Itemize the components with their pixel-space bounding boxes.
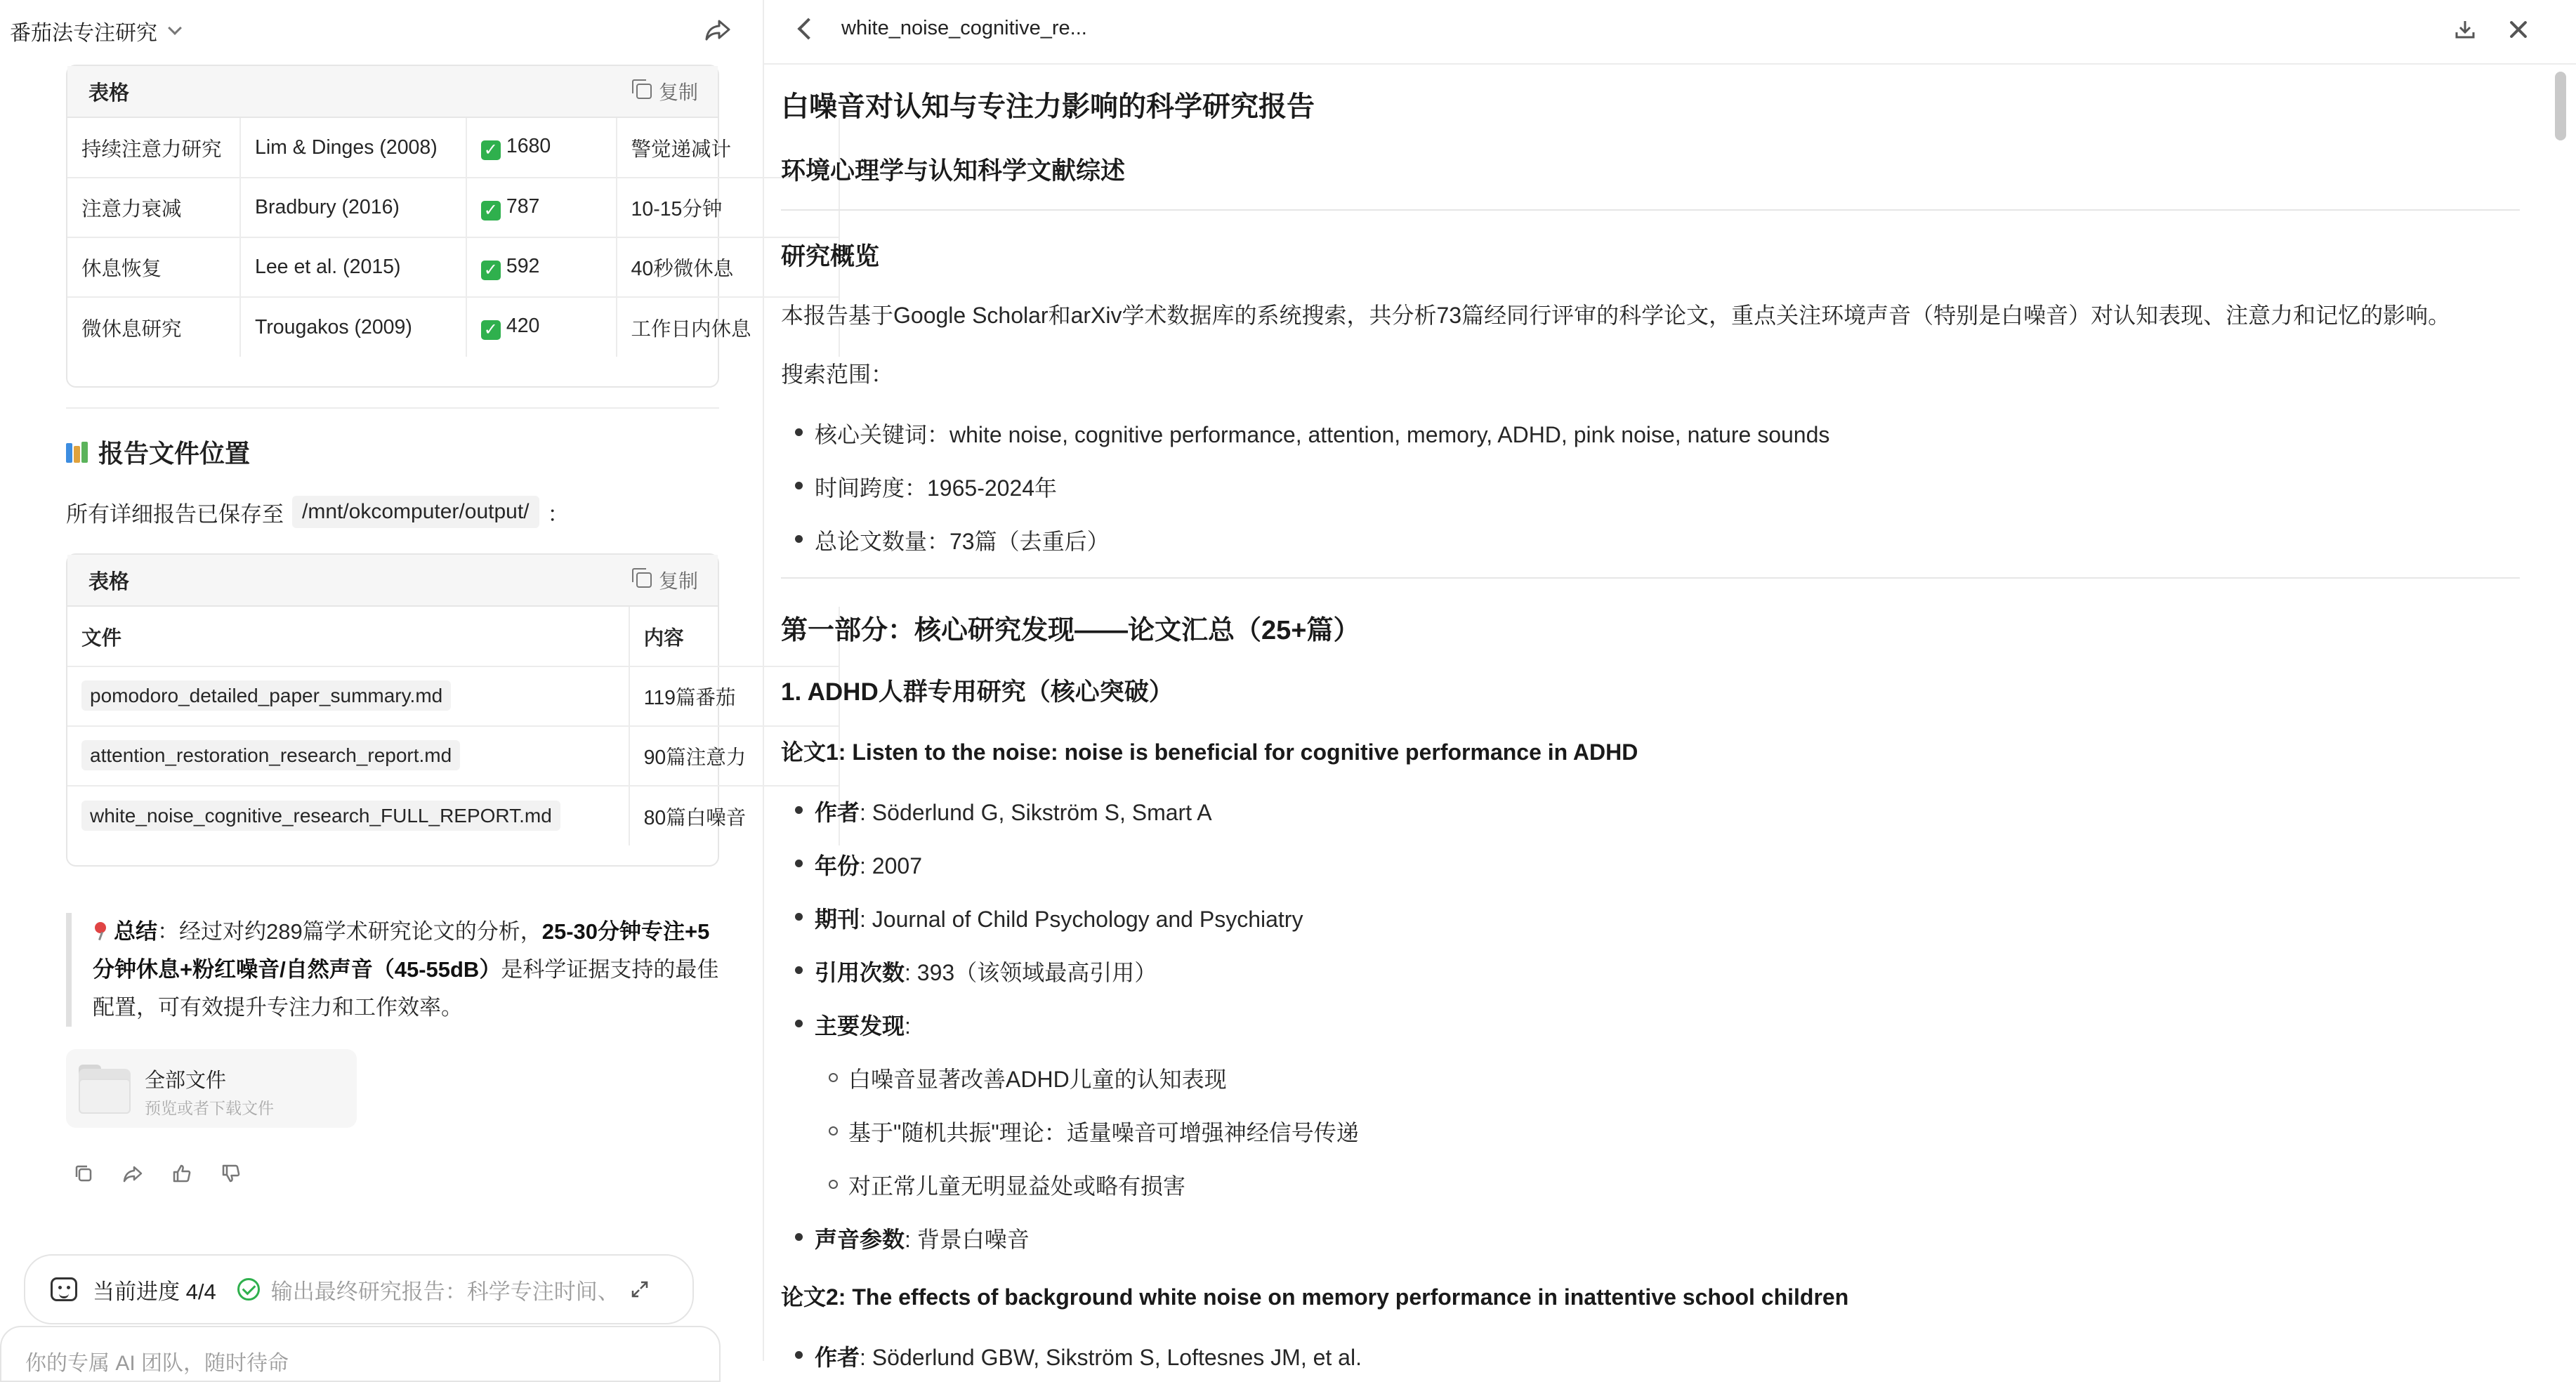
doc-title: 白噪音对认知与专注力影响的科学研究报告	[781, 91, 1315, 122]
table-cell-count: ✓ 1680	[466, 118, 617, 178]
thumbs-up-icon[interactable]	[171, 1163, 192, 1184]
list-item: 期刊: Journal of Child Psychology and Psychiatry	[815, 902, 1303, 934]
share-icon[interactable]	[122, 1163, 143, 1184]
chat-pane	[0, 0, 763, 1375]
progress-bar[interactable]	[24, 1254, 694, 1324]
progress-task: 输出最终研究报告：科学专注时间、	[270, 1279, 619, 1304]
sub-list-item: 白噪音显著改善ADHD儿童的认知表现	[848, 1062, 1227, 1094]
file-name: white_noise_cognitive_re...	[841, 17, 1087, 39]
file-cell[interactable]: attention_restoration_research_report.md	[67, 726, 629, 786]
table-cell: Lim & Dinges (2008)	[240, 118, 466, 178]
copy-icon	[636, 84, 652, 99]
project-title-dropdown[interactable]	[10, 15, 180, 46]
books-icon	[66, 442, 90, 463]
list-item: 作者: Söderlund G, Sikström S, Smart A	[815, 795, 1212, 827]
folder-icon	[79, 1065, 131, 1114]
table-cell: 持续注意力研究	[67, 118, 240, 178]
check-mark-icon: ✓	[481, 261, 501, 280]
list-item: 年份: 2007	[815, 848, 922, 881]
table-cell: 40秒微休息	[617, 237, 840, 297]
summary-text: ：经过对约289篇学术研究论文的分析，	[157, 919, 542, 944]
table-header	[67, 555, 718, 607]
table-label: 表格	[88, 81, 130, 105]
table-header	[67, 66, 718, 118]
copy-icon[interactable]	[73, 1163, 94, 1184]
pushpin-icon	[93, 922, 108, 940]
table-row	[67, 666, 839, 726]
table-cell-count: ✓ 420	[466, 297, 617, 357]
close-icon[interactable]	[2506, 17, 2531, 42]
message-actions	[73, 1163, 242, 1184]
table-row	[67, 297, 839, 357]
table-row	[67, 178, 839, 237]
scope-heading: 搜索范围：	[781, 362, 894, 387]
chevron-down-icon	[168, 21, 182, 35]
copy-label: 复制	[658, 81, 698, 103]
list-item: 总论文数量：73篇（去重后）	[815, 524, 1110, 556]
table-cell: 休息恢复	[67, 237, 240, 297]
table-header-row	[67, 607, 839, 666]
table-cell: 10-15分钟	[617, 178, 840, 237]
table-row	[67, 786, 839, 845]
table-cell: Lee et al. (2015)	[240, 237, 466, 297]
output-path: /mnt/okcomputer/output/	[292, 496, 539, 528]
file-cell[interactable]: white_noise_cognitive_research_FULL_REPORT.md	[67, 786, 629, 845]
divider	[781, 209, 2520, 211]
summary-quote	[66, 913, 719, 1027]
section-heading	[66, 434, 250, 470]
table-cell: Bradbury (2016)	[240, 178, 466, 237]
files-table-card	[66, 553, 747, 867]
table-cell: 工作日内休息	[617, 297, 840, 357]
table-cell-count: ✓ 592	[466, 237, 617, 297]
research-table-card	[66, 65, 751, 388]
robot-icon	[51, 1277, 77, 1301]
chat-header	[0, 0, 763, 59]
copy-table-button[interactable]	[636, 566, 698, 594]
chat-input[interactable]	[0, 1326, 721, 1382]
saved-prefix: 所有详细报告已保存至	[66, 501, 284, 527]
progress-label: 当前进度 4/4	[93, 1279, 216, 1304]
list-item: 声音参数: 背景白噪音	[815, 1222, 1030, 1254]
document-viewer	[764, 0, 2576, 1370]
paper1-title: 论文1: Listen to the noise: noise is beneficial for cognitive performance in ADHD	[781, 739, 1638, 765]
copy-icon	[636, 572, 652, 588]
part1-heading: 第一部分：核心研究发现——论文汇总（25+篇）	[781, 616, 1360, 645]
sub-list-item: 基于"随机共振"理论：适量噪音可增强神经信号传递	[848, 1115, 1359, 1147]
list-item: 时间跨度：1965-2024年	[815, 470, 1057, 503]
files-table	[67, 607, 840, 845]
divider	[66, 407, 719, 409]
copy-label: 复制	[658, 570, 698, 592]
table-cell: 90篇注意力	[629, 726, 839, 786]
back-arrow-icon[interactable]	[797, 18, 819, 39]
table-cell: Trougakos (2009)	[240, 297, 466, 357]
check-mark-icon: ✓	[481, 140, 501, 160]
table-cell: 警觉递减计	[617, 118, 840, 178]
summary-label: 总结	[114, 919, 157, 944]
project-title: 番茄法专注研究	[10, 22, 157, 45]
list-item: 主要发现:	[815, 1008, 911, 1041]
filecard-subtitle: 预览或者下载文件	[145, 1099, 274, 1117]
table-row	[67, 118, 839, 178]
scrollbar[interactable]	[2545, 65, 2576, 1361]
download-icon[interactable]	[2452, 17, 2478, 42]
input-placeholder: 你的专属 AI 团队，随时待命	[25, 1352, 289, 1375]
overview-heading: 研究概览	[781, 243, 880, 270]
saved-suffix: ：	[547, 501, 570, 527]
viewer-header	[764, 0, 2576, 65]
table-row	[67, 237, 839, 297]
section1-heading: 1. ADHD人群专用研究（核心突破）	[781, 678, 1174, 706]
table-cell: 119篇番茄	[629, 666, 839, 726]
copy-table-button[interactable]	[636, 77, 698, 105]
check-mark-icon: ✓	[481, 320, 501, 340]
scrollbar-thumb[interactable]	[2555, 72, 2566, 140]
expand-icon[interactable]	[631, 1280, 649, 1298]
list-item: 作者: Söderlund GBW, Sikström S, Loftesnes JM, et al.	[815, 1340, 1362, 1372]
sub-list-item: 对正常儿童无明显益处或略有损害	[848, 1169, 1185, 1201]
filecard-title: 全部文件	[145, 1070, 227, 1092]
saved-location-text	[66, 496, 570, 528]
all-files-card[interactable]	[66, 1049, 357, 1128]
file-cell[interactable]: pomodoro_detailed_paper_summary.md	[67, 666, 629, 726]
paper2-title: 论文2: The effects of background white noise on memory performance in inattentive school children	[781, 1284, 1849, 1310]
list-item: 引用次数: 393（该领域最高引用）	[815, 955, 1157, 987]
table-cell: 注意力衰减	[67, 178, 240, 237]
column-header-content: 内容	[629, 607, 839, 666]
table-label: 表格	[88, 570, 130, 593]
column-header-file: 文件	[67, 607, 629, 666]
list-item: 核心关键词：white noise, cognitive performance, attention, memory, ADHD, pink noise, nature sounds	[815, 417, 1829, 449]
summary-text: 是科学证据支持的最佳配置，可有效提升专注力和工作效率。	[93, 957, 719, 1020]
table-row	[67, 726, 839, 786]
table-cell: 微休息研究	[67, 297, 240, 357]
thumbs-down-icon[interactable]	[221, 1163, 242, 1184]
section-title: 报告文件位置	[98, 439, 251, 468]
share-icon[interactable]	[704, 15, 732, 44]
check-circle-icon	[237, 1278, 260, 1301]
check-mark-icon: ✓	[481, 201, 501, 221]
research-table	[67, 118, 840, 357]
table-cell-count: ✓ 787	[466, 178, 617, 237]
table-cell: 80篇白噪音	[629, 786, 839, 845]
divider	[781, 577, 2520, 579]
summary-bold: 25-30分钟专注+5分钟休息+粉红噪音/自然声音（45-55dB）	[93, 919, 710, 982]
overview-paragraph: 本报告基于Google Scholar和arXiv学术数据库的系统搜索，共分析73篇经同行评审的科学论文，重点关注环境声音（特别是白噪音）对认知表现、注意力和记忆的影响。	[781, 303, 2451, 328]
doc-subtitle: 环境心理学与认知科学文献综述	[781, 157, 1126, 185]
